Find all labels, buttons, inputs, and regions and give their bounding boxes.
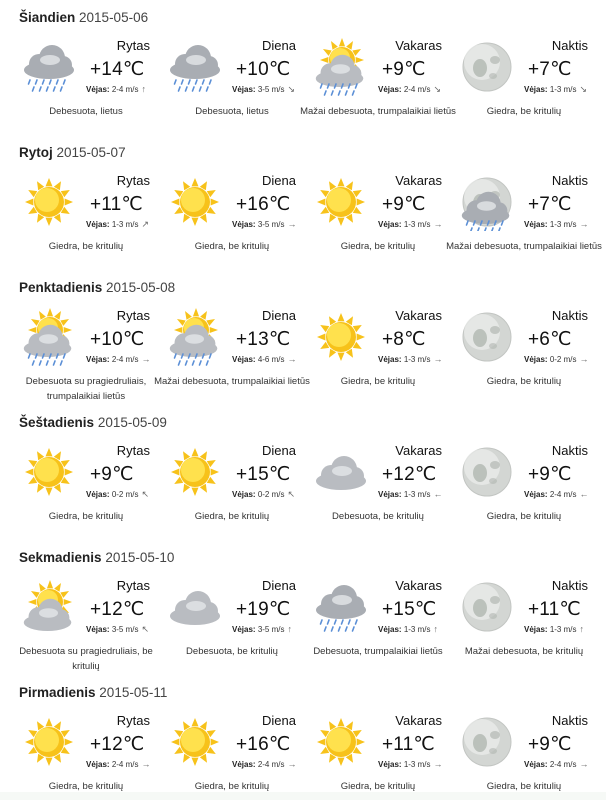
wind-speed: 1-3 m/s	[111, 220, 139, 229]
temperature: +9℃	[528, 734, 572, 755]
wind-speed: 0-2 m/s	[257, 490, 285, 499]
temperature: +11℃	[382, 734, 435, 755]
period-label: Naktis	[551, 578, 588, 593]
weather-description: Giedra, be kritulių	[48, 511, 124, 522]
wind-label: Vėjas:	[86, 760, 110, 769]
day-name: Rytoj	[19, 145, 53, 160]
forecast-card	[20, 443, 170, 543]
period-label: Rytas	[116, 38, 150, 53]
wind-label: Vėjas:	[232, 760, 256, 769]
bottom-strip	[0, 792, 606, 800]
temperature: +16℃	[236, 194, 291, 215]
temperature: +13℃	[236, 329, 291, 350]
wind-info	[86, 489, 149, 500]
wind-info	[378, 219, 442, 229]
wind-direction-icon: ↑	[287, 624, 292, 634]
wind-info	[232, 84, 295, 95]
weather-description: Giedra, be kritulių	[340, 781, 416, 792]
weather-description: Giedra, be kritulių	[194, 781, 270, 792]
wind-speed: 2-4 m/s	[257, 760, 285, 769]
temperature: +15℃	[382, 599, 437, 620]
wind-info	[378, 354, 442, 364]
wind-info	[86, 219, 149, 230]
wind-info	[232, 489, 295, 500]
period-label: Diena	[262, 443, 296, 458]
temperature: +11℃	[528, 599, 581, 620]
sun-icon	[312, 713, 370, 771]
wind-direction-icon: →	[287, 219, 297, 229]
weather-description: Debesuota su pragiedruliais, trumpalaikiai lietūs	[25, 376, 147, 402]
wind-info	[232, 624, 292, 634]
temperature: +9℃	[90, 464, 134, 485]
temperature: +16℃	[236, 734, 291, 755]
period-label: Vakaras	[395, 173, 442, 188]
wind-speed: 2-4 m/s	[111, 85, 139, 94]
wind-speed: 1-3 m/s	[403, 490, 431, 499]
wind-info	[524, 354, 588, 364]
sun-icon	[166, 173, 224, 231]
wind-speed: 3-5 m/s	[257, 625, 285, 634]
forecast-card	[20, 713, 170, 800]
weather-description: Giedra, be kritulių	[486, 376, 562, 387]
wind-label: Vėjas:	[524, 85, 548, 94]
sun-cloud-rain-icon	[166, 308, 224, 366]
wind-direction-icon: →	[287, 759, 297, 769]
day-date: 2015-05-10	[105, 550, 175, 565]
wind-direction-icon: ↘	[287, 84, 296, 94]
day-heading	[19, 685, 167, 700]
wind-label: Vėjas:	[232, 220, 256, 229]
wind-direction-icon: ←	[433, 489, 443, 499]
period-label: Naktis	[551, 173, 588, 188]
weather-description: Debesuota su pragiedruliais, be kritulių	[19, 646, 153, 672]
forecast-card	[166, 173, 316, 273]
period-label: Naktis	[551, 443, 588, 458]
wind-speed: 1-3 m/s	[403, 220, 431, 229]
period-label: Vakaras	[395, 308, 442, 323]
day-name: Pirmadienis	[19, 685, 96, 700]
day-name: Penktadienis	[19, 280, 103, 295]
wind-info	[378, 759, 442, 769]
forecast-card	[20, 578, 170, 678]
period-label: Vakaras	[395, 713, 442, 728]
temperature: +14℃	[90, 59, 145, 80]
weather-description: Debesuota, trumpalaikiai lietūs	[313, 646, 443, 657]
forecast-card	[166, 443, 316, 543]
weather-description: Giedra, be kritulių	[340, 376, 416, 387]
forecast-card	[446, 173, 606, 273]
forecast-card	[166, 713, 316, 800]
day-heading	[19, 145, 126, 160]
wind-label: Vėjas:	[378, 355, 402, 364]
weather-description: Giedra, be kritulių	[486, 781, 562, 792]
weather-description: Giedra, be kritulių	[48, 241, 124, 252]
wind-speed: 2-4 m/s	[111, 760, 139, 769]
weather-description: Debesuota, be kritulių	[332, 511, 424, 522]
cloud-rain-icon	[20, 38, 78, 96]
forecast-card	[458, 308, 606, 408]
cloud-icon	[312, 443, 370, 501]
day-date: 2015-05-08	[106, 280, 176, 295]
day-heading	[19, 10, 148, 25]
sun-cloud-icon	[20, 578, 78, 636]
wind-label: Vėjas:	[378, 760, 402, 769]
sun-icon	[166, 443, 224, 501]
period-label: Rytas	[116, 443, 150, 458]
moon-icon	[458, 443, 516, 501]
weather-description: Debesuota, lietus	[195, 106, 269, 117]
day-date: 2015-05-06	[79, 10, 149, 25]
wind-direction-icon: ↑	[579, 624, 584, 634]
forecast-card	[166, 578, 316, 678]
wind-speed: 0-2 m/s	[111, 490, 139, 499]
temperature: +9℃	[382, 194, 426, 215]
wind-speed: 3-5 m/s	[257, 220, 285, 229]
sun-cloud-rain-icon	[312, 38, 370, 96]
wind-label: Vėjas:	[86, 355, 110, 364]
period-label: Vakaras	[395, 443, 442, 458]
wind-direction-icon: ↖	[141, 489, 150, 499]
wind-direction-icon: →	[433, 759, 443, 769]
wind-speed: 2-4 m/s	[549, 490, 577, 499]
wind-direction-icon: →	[141, 759, 151, 769]
wind-info	[86, 84, 146, 94]
wind-speed: 2-4 m/s	[111, 355, 139, 364]
forecast-card	[154, 308, 316, 408]
temperature: +12℃	[90, 734, 145, 755]
wind-info	[86, 759, 150, 769]
wind-direction-icon: →	[579, 354, 589, 364]
temperature: +19℃	[236, 599, 291, 620]
cloud-icon	[166, 578, 224, 636]
wind-speed: 1-3 m/s	[403, 355, 431, 364]
wind-label: Vėjas:	[524, 490, 548, 499]
weather-description: Debesuota, lietus	[49, 106, 123, 117]
wind-label: Vėjas:	[524, 625, 548, 634]
moon-cloud-rain-icon	[458, 173, 516, 231]
wind-label: Vėjas:	[378, 625, 402, 634]
forecast-card	[312, 308, 462, 408]
forecast-card	[312, 443, 462, 543]
sun-icon	[312, 173, 370, 231]
forecast-card	[458, 578, 606, 678]
wind-direction-icon: ↑	[433, 624, 438, 634]
moon-icon	[458, 578, 516, 636]
wind-label: Vėjas:	[232, 490, 256, 499]
sun-icon	[312, 308, 370, 366]
forecast-card	[458, 443, 606, 543]
wind-direction-icon: ↘	[433, 84, 442, 94]
moon-icon	[458, 713, 516, 771]
forecast-card	[20, 38, 170, 138]
wind-speed: 2-4 m/s	[549, 760, 577, 769]
day-heading	[19, 280, 175, 295]
wind-label: Vėjas:	[86, 625, 110, 634]
wind-label: Vėjas:	[378, 85, 402, 94]
forecast-card	[458, 713, 606, 800]
temperature: +12℃	[90, 599, 145, 620]
wind-info	[524, 624, 584, 634]
sun-icon	[20, 713, 78, 771]
sun-icon	[20, 443, 78, 501]
forecast-card	[312, 578, 462, 678]
wind-direction-icon: →	[579, 219, 589, 229]
temperature: +9℃	[382, 59, 426, 80]
temperature: +7℃	[528, 194, 572, 215]
period-label: Naktis	[551, 308, 588, 323]
forecast-card	[20, 173, 170, 273]
wind-speed: 1-3 m/s	[403, 625, 431, 634]
wind-label: Vėjas:	[378, 490, 402, 499]
wind-direction-icon: →	[287, 354, 297, 364]
weather-description: Giedra, be kritulių	[486, 106, 562, 117]
day-name: Šeštadienis	[19, 415, 95, 430]
wind-direction-icon: ↖	[141, 624, 150, 634]
temperature: +12℃	[382, 464, 437, 485]
temperature: +6℃	[528, 329, 572, 350]
temperature: +7℃	[528, 59, 572, 80]
weather-description: Debesuota, be kritulių	[186, 646, 278, 657]
wind-direction-icon: ↘	[579, 84, 588, 94]
wind-label: Vėjas:	[86, 220, 110, 229]
wind-info	[232, 759, 296, 769]
weather-description: Giedra, be kritulių	[486, 511, 562, 522]
wind-direction-icon: →	[141, 354, 151, 364]
wind-info	[524, 759, 588, 769]
period-label: Diena	[262, 38, 296, 53]
wind-info	[378, 489, 442, 499]
day-date: 2015-05-07	[56, 145, 126, 160]
wind-info	[378, 624, 438, 634]
period-label: Rytas	[116, 578, 150, 593]
wind-speed: 1-3 m/s	[549, 625, 577, 634]
weather-description: Mažai debesuota, trumpalaikiai lietūs	[446, 241, 602, 252]
wind-direction-icon: →	[433, 219, 443, 229]
day-heading	[19, 415, 167, 430]
forecast-card	[458, 38, 606, 138]
day-date: 2015-05-11	[99, 685, 168, 700]
period-label: Diena	[262, 578, 296, 593]
period-label: Rytas	[116, 173, 150, 188]
period-label: Diena	[262, 308, 296, 323]
weather-description: Giedra, be kritulių	[340, 241, 416, 252]
wind-speed: 1-3 m/s	[403, 760, 431, 769]
wind-info	[86, 624, 149, 635]
period-label: Rytas	[116, 713, 150, 728]
wind-label: Vėjas:	[524, 760, 548, 769]
wind-info	[86, 354, 150, 364]
wind-speed: 0-2 m/s	[549, 355, 577, 364]
cloud-rain-icon	[312, 578, 370, 636]
wind-label: Vėjas:	[524, 355, 548, 364]
forecast-card	[166, 38, 316, 138]
wind-direction-icon: ←	[579, 489, 589, 499]
wind-label: Vėjas:	[86, 490, 110, 499]
forecast-card	[312, 173, 462, 273]
period-label: Diena	[262, 173, 296, 188]
wind-speed: 3-5 m/s	[111, 625, 139, 634]
wind-direction-icon: ↖	[287, 489, 296, 499]
temperature: +9℃	[528, 464, 572, 485]
temperature: +11℃	[90, 194, 143, 215]
moon-icon	[458, 308, 516, 366]
wind-speed: 3-5 m/s	[257, 85, 285, 94]
temperature: +8℃	[382, 329, 426, 350]
period-label: Vakaras	[395, 38, 442, 53]
wind-info	[524, 84, 587, 95]
wind-direction-icon: →	[579, 759, 589, 769]
wind-info	[524, 219, 588, 229]
forecast-card	[300, 38, 462, 138]
wind-info	[232, 354, 296, 364]
weather-description: Giedra, be kritulių	[194, 241, 270, 252]
wind-speed: 1-3 m/s	[549, 220, 577, 229]
weather-description: Mažai debesuota, be kritulių	[464, 646, 584, 657]
weather-description: Giedra, be kritulių	[194, 511, 270, 522]
wind-info	[378, 84, 441, 95]
sun-icon	[20, 173, 78, 231]
wind-speed: 4-6 m/s	[257, 355, 285, 364]
wind-label: Vėjas:	[86, 85, 110, 94]
sun-icon	[166, 713, 224, 771]
wind-direction-icon: →	[433, 354, 443, 364]
wind-label: Vėjas:	[232, 625, 256, 634]
temperature: +15℃	[236, 464, 291, 485]
wind-label: Vėjas:	[232, 85, 256, 94]
wind-info	[524, 489, 588, 499]
wind-label: Vėjas:	[524, 220, 548, 229]
sun-cloud-rain-icon	[20, 308, 78, 366]
wind-speed: 1-3 m/s	[549, 85, 577, 94]
wind-label: Vėjas:	[232, 355, 256, 364]
wind-info	[232, 219, 296, 229]
period-label: Diena	[262, 713, 296, 728]
moon-icon	[458, 38, 516, 96]
day-name: Sekmadienis	[19, 550, 102, 565]
cloud-rain-icon	[166, 38, 224, 96]
forecast-card	[312, 713, 462, 800]
period-label: Naktis	[551, 38, 588, 53]
period-label: Naktis	[551, 713, 588, 728]
temperature: +10℃	[90, 329, 145, 350]
weather-description: Mažai debesuota, trumpalaikiai lietūs	[154, 376, 310, 387]
wind-direction-icon: ↑	[141, 84, 146, 94]
wind-label: Vėjas:	[378, 220, 402, 229]
forecast-card	[20, 308, 170, 408]
day-heading	[19, 550, 174, 565]
day-date: 2015-05-09	[97, 415, 167, 430]
wind-speed: 2-4 m/s	[403, 85, 431, 94]
period-label: Vakaras	[395, 578, 442, 593]
period-label: Rytas	[116, 308, 150, 323]
day-name: Šiandien	[19, 10, 76, 25]
weather-description: Mažai debesuota, trumpalaikiai lietūs	[300, 106, 456, 117]
weather-description: Giedra, be kritulių	[48, 781, 124, 792]
temperature: +10℃	[236, 59, 291, 80]
wind-direction-icon: ↗	[141, 219, 150, 229]
